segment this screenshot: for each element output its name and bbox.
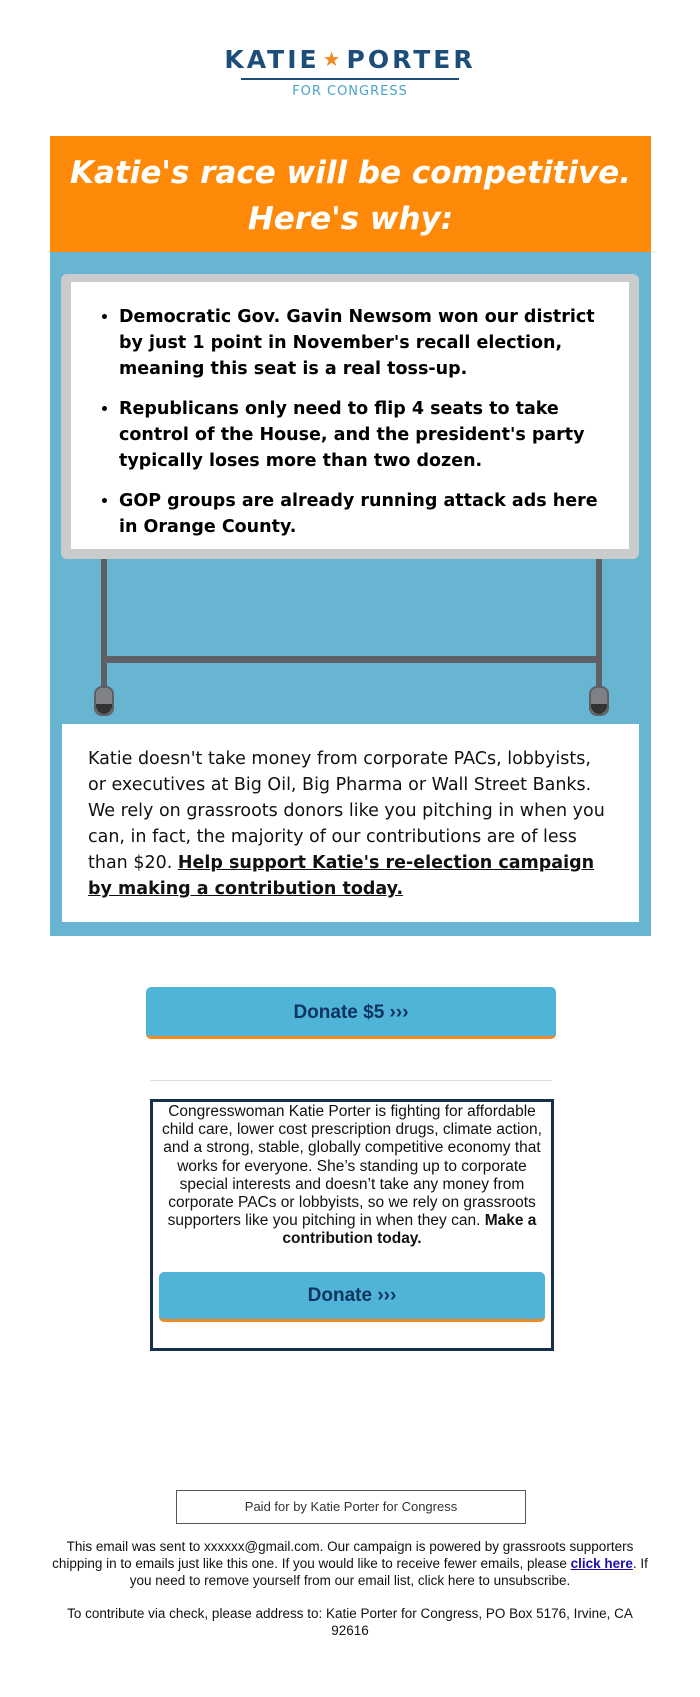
whiteboard-leg-right — [596, 559, 602, 689]
logo-last-name: PORTER — [346, 45, 476, 74]
logo-divider — [241, 78, 459, 80]
logo-first-name: KATIE — [224, 45, 320, 74]
footer-check-address: To contribute via check, please address to: Katie Porter for Congress, PO Box 5176, Irvine, CA 92616 — [67, 1606, 633, 1638]
reason-item: • Republicans only need to flip 4 seats to take control of the House, and the president's party typically loses more than two dozen. — [119, 396, 607, 474]
headline-line-2: Here's why: — [247, 201, 454, 237]
whiteboard-wheel-left — [94, 686, 114, 716]
donate-button[interactable]: Donate ››› — [159, 1272, 545, 1322]
about-box — [150, 1099, 554, 1351]
footer-notice — [50, 1538, 650, 1589]
appeal-text — [62, 724, 639, 902]
about-text — [153, 1102, 551, 1249]
reason-item: • GOP groups are already running attack ads here in Orange County. — [119, 488, 607, 540]
whiteboard-panel — [50, 252, 651, 936]
fewer-emails-link[interactable]: click here — [570, 1556, 633, 1571]
footer-unsubscribe-text: . If you need to remove yourself from our email list, click here to unsubscribe. — [129, 1556, 648, 1588]
footer-sent-text: This email was sent to xxxxxx@gmail.com. Our campaign is powered by grassroots supporters chipping in to emails just like this one. If you would like to receive fewer emails, please — [52, 1539, 634, 1571]
headline-text — [50, 136, 651, 242]
reasons-list — [71, 282, 629, 540]
campaign-logo — [0, 44, 700, 100]
star-icon: ★ — [322, 47, 344, 71]
whiteboard-leg-left — [101, 559, 107, 689]
whiteboard-crossbar — [101, 656, 602, 663]
whiteboard — [71, 282, 629, 549]
about-body: Congresswoman Katie Porter is fighting for affordable child care, lower cost prescription drugs, climate action, and a strong, stable, globally competitive economy that works for everyone. She’s standing up to corporate special interests and doesn’t take any money from corporate PACs or lobbyists, so we rely on grassroots supporters like you pitching in when they can. — [162, 1103, 542, 1230]
logo-subtitle: FOR CONGRESS — [292, 84, 408, 99]
whiteboard-wheel-right — [589, 686, 609, 716]
reason-item: • Democratic Gov. Gavin Newsom won our district by just 1 point in November's recall election, meaning this seat is a real toss-up. — [119, 282, 607, 382]
section-divider — [150, 1080, 552, 1081]
appeal-body: Katie doesn't take money from corporate PACs, lobbyists, or executives at Big Oil, Big Pharma or Wall Street Banks. We rely on grassroots donors like you pitching in when you can, in fact, the majority of our contributions are of less than $20. — [88, 749, 605, 873]
about-cta: Make a contribution today. — [282, 1212, 537, 1248]
headline-line-1: Katie's race will be competitive. — [70, 155, 631, 191]
donate-5-button[interactable]: Donate $5 ››› — [146, 987, 556, 1039]
paid-for-disclaimer: Paid for by Katie Porter for Congress — [176, 1490, 526, 1524]
email-footer — [50, 1538, 650, 1655]
logo-wordmark — [0, 44, 700, 75]
appeal-box — [62, 724, 639, 922]
headline-banner — [50, 136, 651, 252]
appeal-donate-link[interactable]: Help support Katie's re-election campaign by making a contribution today. — [88, 853, 595, 899]
